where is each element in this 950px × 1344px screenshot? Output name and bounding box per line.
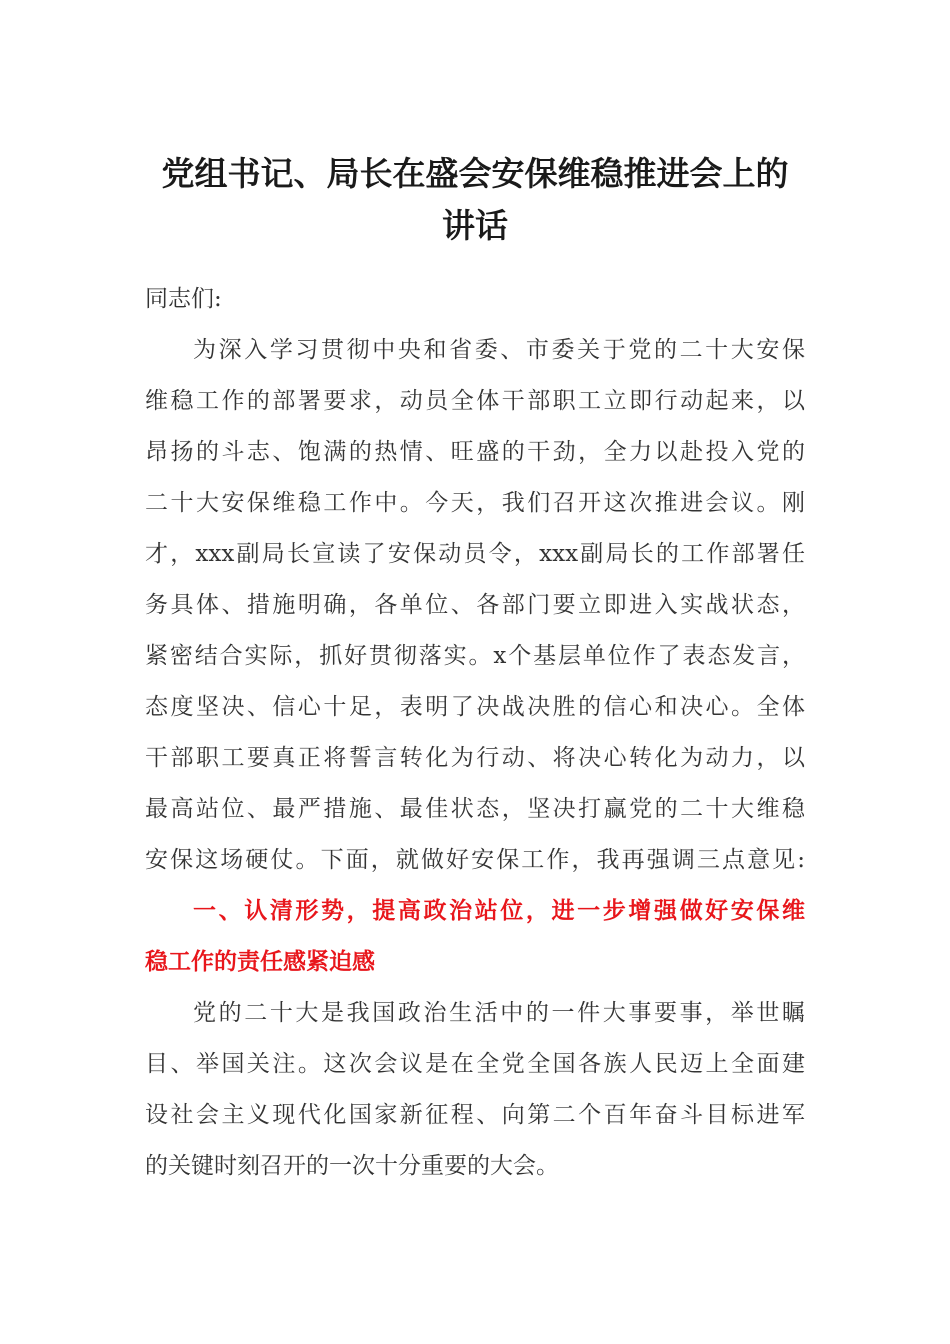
paragraph-1-line: 最高站位、最严措施、最佳状态，坚决打赢党的二十大维稳 xyxy=(145,796,805,822)
paragraph-1-line: 干部职工要真正将誓言转化为行动、将决心转化为动力，以 xyxy=(145,745,805,771)
paragraph-1-line: 安保这场硬仗。下面，就做好安保工作，我再强调三点意见: xyxy=(145,847,805,873)
paragraph-2-line: 党的二十大是我国政治生活中的一件大事要事，举世瞩 xyxy=(193,1000,805,1026)
title-line-2: 讲话 xyxy=(442,206,508,245)
document-body xyxy=(145,274,805,1192)
paragraph-1-line: 务具体、措施明确，各单位、各部门要立即进入实战状态， xyxy=(145,592,805,618)
paragraph-2-line: 目、举国关注。这次会议是在全党全国各族人民迈上全面建 xyxy=(145,1051,805,1077)
paragraph-1 xyxy=(145,325,805,886)
paragraph-2-line: 设社会主义现代化国家新征程、向第二个百年奋斗目标进军 xyxy=(145,1102,805,1128)
paragraph-1-line: 二十大安保维稳工作中。今天，我们召开这次推进会议。刚 xyxy=(145,490,805,516)
document-title xyxy=(140,148,810,252)
paragraph-2-line: 的关键时刻召开的一次十分重要的大会。 xyxy=(145,1153,559,1179)
paragraph-1-line: 维稳工作的部署要求，动员全体干部职工立即行动起来，以 xyxy=(145,388,805,414)
section-heading-line: 一、认清形势，提高政治站位，进一步增强做好安保维 xyxy=(193,898,805,924)
salutation: 同志们: xyxy=(145,286,222,312)
paragraph-1-line: 态度坚决、信心十足，表明了决战决胜的信心和决心。全体 xyxy=(145,694,805,720)
paragraph-1-line: 紧密结合实际，抓好贯彻落实。x个基层单位作了表态发言， xyxy=(145,643,805,669)
paragraph-1-line: 昂扬的斗志、饱满的热情、旺盛的干劲，全力以赴投入党的 xyxy=(145,439,805,465)
paragraph-1-line: 才，xxx副局长宣读了安保动员令，xxx副局长的工作部署任 xyxy=(145,541,805,567)
section-heading-1 xyxy=(145,886,805,988)
section-heading-line: 稳工作的责任感紧迫感 xyxy=(145,949,375,975)
title-line-1: 党组书记、局长在盛会安保维稳推进会上的 xyxy=(161,154,789,193)
paragraph-2 xyxy=(145,988,805,1192)
paragraph-1-line: 为深入学习贯彻中央和省委、市委关于党的二十大安保 xyxy=(193,337,805,363)
